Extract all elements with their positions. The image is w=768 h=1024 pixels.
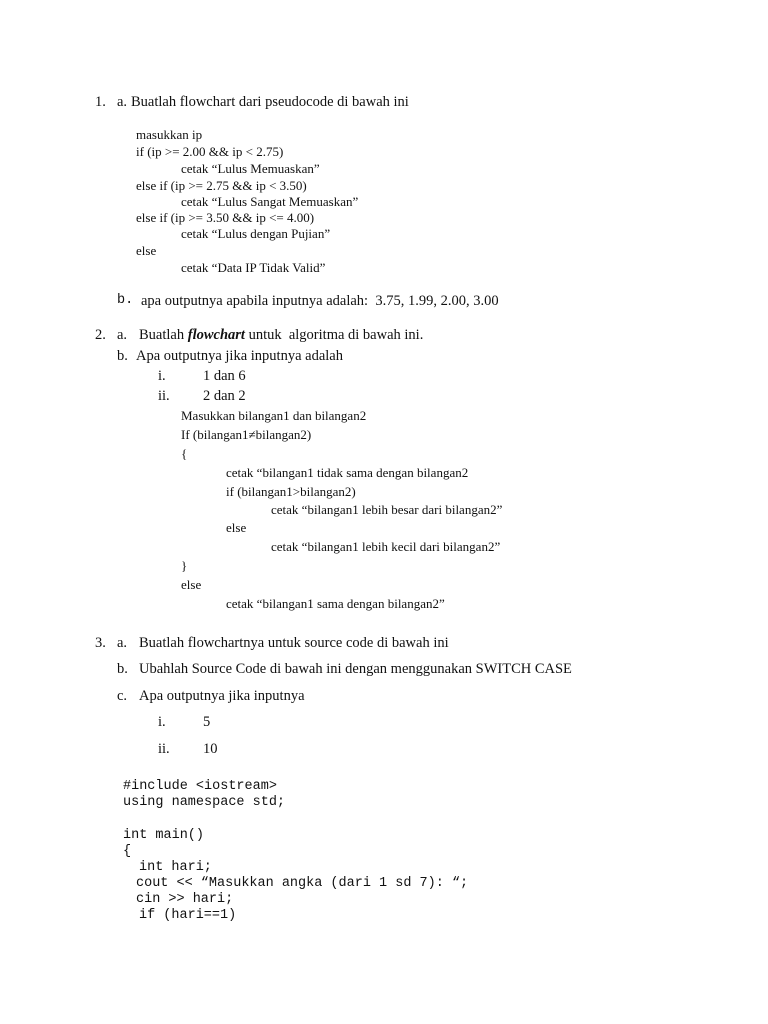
q3-code-line: cin >> hari; — [136, 892, 234, 907]
q3-c-label: c. — [117, 688, 128, 704]
q2-pseudocode-line: If (bilangan1≠bilangan2) — [181, 427, 312, 442]
q1-pseudocode-line: cetak “Lulus Sangat Memuaskan” — [181, 194, 359, 209]
q3-a-text: Buatlah flowchartnya untuk source code di bawah ini — [139, 635, 449, 651]
q1-pseudocode-line: else if (ip >= 3.50 && ip <= 4.00) — [136, 210, 315, 225]
q1-b-label: b. — [117, 293, 134, 308]
q2-pseudocode-line: cetak “bilangan1 sama dengan bilangan2” — [226, 596, 445, 611]
q2-item-value: 2 dan 2 — [203, 388, 246, 404]
q1-pseudocode-line: else if (ip >= 2.75 && ip < 3.50) — [136, 178, 307, 193]
q3-item-value: 5 — [203, 714, 211, 730]
q3-code-line: #include <iostream> — [123, 779, 277, 794]
q3-code-line: int main() — [123, 828, 205, 843]
q2-a-text-post: untuk algoritma di bawah ini. — [244, 327, 424, 343]
q2-pseudocode-line: else — [226, 520, 247, 535]
q2-item-label: i. — [158, 368, 166, 384]
q2-item-label: ii. — [158, 388, 170, 404]
q1-pseudocode-line: cetak “Lulus dengan Pujian” — [181, 226, 331, 241]
q2-pseudocode-line: if (bilangan1>bilangan2) — [226, 484, 356, 499]
q3-code-line: int hari; — [139, 860, 212, 875]
q2-b-text: Apa outputnya jika inputnya adalah — [136, 348, 343, 364]
q3-item-label: ii. — [158, 741, 170, 757]
q2-pseudocode-line: cetak “bilangan1 lebih besar dari bilangan2” — [271, 502, 503, 517]
q2-pseudocode-line: cetak “bilangan1 lebih kecil dari bilangan2” — [271, 539, 501, 554]
q2-pseudocode-line: else — [181, 577, 202, 592]
q1-pseudocode-line: masukkan ip — [136, 127, 203, 142]
q2-a-text-pre: Buatlah — [139, 327, 188, 343]
q2-a-text — [139, 328, 423, 343]
q3-number: 3. — [95, 635, 106, 651]
q3-code-line: using namespace std; — [123, 795, 286, 810]
q1-a-text: Buatlah flowchart dari pseudocode di bawah ini — [131, 94, 409, 110]
q1-pseudocode-line: cetak “Data IP Tidak Valid” — [181, 260, 326, 275]
q3-item-value: 10 — [203, 741, 218, 757]
q1-pseudocode-line: cetak “Lulus Memuaskan” — [181, 161, 320, 176]
q2-item-value: 1 dan 6 — [203, 368, 246, 384]
q3-c-text: Apa outputnya jika inputnya — [139, 688, 305, 704]
q1-number: 1. — [95, 94, 106, 110]
q2-a-text-emphasis: flowchart — [187, 327, 245, 343]
q1-pseudocode-line: if (ip >= 2.00 && ip < 2.75) — [136, 144, 284, 159]
q3-item-label: i. — [158, 714, 166, 730]
q3-a-label: a. — [117, 635, 128, 651]
q3-code-line: { — [123, 844, 132, 859]
q1-a-label: a. — [117, 94, 128, 110]
q2-a-label: a. — [117, 327, 128, 343]
q2-pseudocode-line: } — [181, 558, 188, 573]
q2-number: 2. — [95, 327, 106, 343]
q2-pseudocode-line: { — [181, 446, 188, 461]
q1-pseudocode-line: else — [136, 243, 157, 258]
q2-b-label: b. — [117, 348, 128, 364]
q2-pseudocode-line: cetak “bilangan1 tidak sama dengan bilangan2 — [226, 465, 469, 480]
q1-b-text: apa outputnya apabila inputnya adalah: 3.75, 1.99, 2.00, 3.00 — [141, 293, 499, 309]
q3-code-line: cout << “Masukkan angka (dari 1 sd 7): “; — [136, 876, 469, 891]
q3-code-line: if (hari==1) — [139, 908, 237, 923]
q2-pseudocode-line: Masukkan bilangan1 dan bilangan2 — [181, 408, 367, 423]
q3-b-text: Ubahlah Source Code di bawah ini dengan menggunakan SWITCH CASE — [139, 661, 572, 677]
q3-b-label: b. — [117, 661, 128, 677]
